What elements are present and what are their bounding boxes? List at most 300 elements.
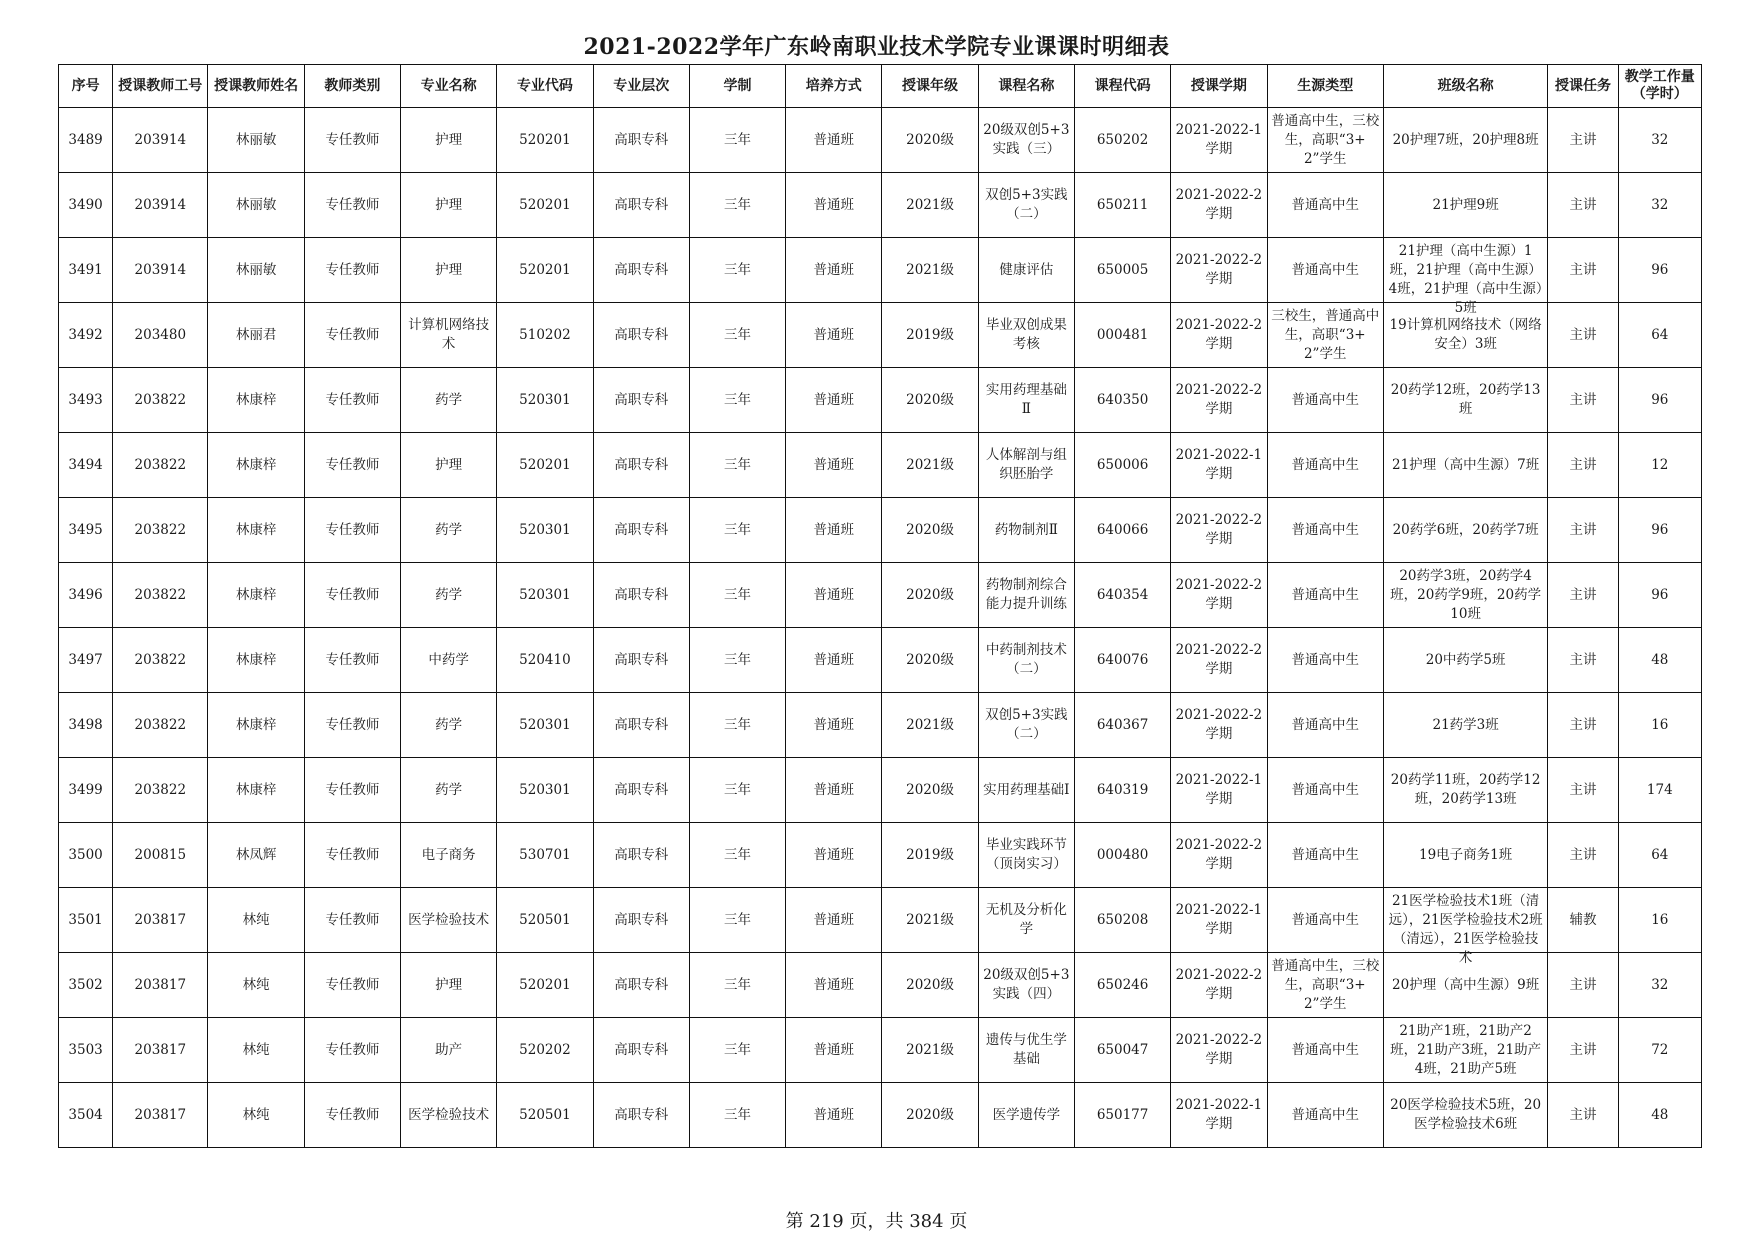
cell-text: 高职专科 [614, 261, 669, 278]
cell-text: 16 [1651, 716, 1669, 733]
table-cell [978, 693, 1074, 758]
table-cell [593, 238, 689, 303]
header-cell: 授课学期 [1171, 65, 1267, 108]
cell-text: 林康梓 [235, 586, 277, 603]
cell-text: 3493 [68, 391, 103, 408]
cell-text: 三校生，普通高中生，高职“3+2”学生 [1271, 307, 1380, 362]
cell-text: 林纯 [242, 1106, 270, 1123]
cell-text: 203817 [134, 911, 187, 928]
cell-text: 普通高中生 [1291, 781, 1359, 798]
cell-text: 640354 [1096, 586, 1149, 603]
cell-text: 主讲 [1569, 651, 1597, 668]
cell-text: 三年 [723, 1106, 751, 1123]
table-cell [593, 693, 689, 758]
cell-text: 2019级 [906, 846, 954, 863]
table-cell [1267, 498, 1383, 563]
table-cell [401, 1083, 497, 1148]
cell-text: 主讲 [1569, 586, 1597, 603]
cell-text: 三年 [723, 716, 751, 733]
table-row [59, 953, 1702, 1018]
table-cell [1618, 108, 1701, 173]
cell-text: 32 [1651, 196, 1669, 213]
table-cell [689, 823, 785, 888]
table-cell [401, 758, 497, 823]
cell-text: 高职专科 [614, 326, 669, 343]
table-cell [1383, 563, 1548, 628]
page-title: 2021-2022学年广东岭南职业技术学院专业课课时明细表 [583, 34, 1170, 60]
cell-text: 3498 [68, 716, 103, 733]
cell-text: 高职专科 [614, 976, 669, 993]
table-cell [786, 563, 882, 628]
cell-text: 20级双创5+3实践（三） [983, 122, 1070, 157]
cell-text: 520301 [519, 586, 571, 603]
table-cell [882, 498, 978, 563]
table-cell [593, 888, 689, 953]
table-cell [1074, 433, 1170, 498]
table-cell [1171, 953, 1267, 1018]
table-cell [882, 758, 978, 823]
cell-text: 20护理（高中生源）9班 [1391, 976, 1540, 993]
table-cell [401, 173, 497, 238]
cell-text: 3503 [68, 1041, 103, 1058]
table-cell [208, 303, 304, 368]
cell-text: 530701 [519, 846, 571, 863]
table-row [59, 108, 1702, 173]
table-cell [59, 1083, 113, 1148]
cell-text: 药学 [435, 521, 463, 538]
table-cell [497, 563, 593, 628]
cell-text: 三年 [723, 261, 751, 278]
table-cell [497, 433, 593, 498]
table-cell [1267, 108, 1383, 173]
cell-text: 2021级 [906, 261, 954, 278]
cell-text: 三年 [723, 391, 751, 408]
table-cell [1074, 108, 1170, 173]
cell-text: 普通班 [813, 716, 855, 733]
cell-text: 2021-2022-1学期 [1175, 902, 1263, 937]
table-cell [1267, 953, 1383, 1018]
table-cell [593, 173, 689, 238]
cell-text: 专任教师 [325, 196, 380, 213]
table-cell [401, 433, 497, 498]
table-cell [497, 173, 593, 238]
table-cell [208, 238, 304, 303]
table-cell [401, 303, 497, 368]
table-cell [689, 1083, 785, 1148]
header-cell: 教师类别 [304, 65, 400, 108]
table-row [59, 498, 1702, 563]
header-cell: 班级名称 [1383, 65, 1548, 108]
cell-text: 林康梓 [235, 781, 277, 798]
table-cell [208, 173, 304, 238]
table-cell [882, 173, 978, 238]
cell-text: 64 [1651, 326, 1669, 343]
cell-text: 三年 [723, 911, 751, 928]
cell-text: 203914 [134, 196, 187, 213]
table-cell [1383, 628, 1548, 693]
table-cell [1548, 563, 1618, 628]
cell-text: 专任教师 [325, 781, 380, 798]
cell-text: 203914 [134, 261, 187, 278]
table-cell [113, 628, 208, 693]
cell-text: 2021-2022-1学期 [1175, 447, 1263, 482]
cell-text: 19电子商务1班 [1418, 846, 1513, 863]
table-cell [882, 238, 978, 303]
header-cell: 授课年级 [882, 65, 978, 108]
cell-text: 3496 [68, 586, 103, 603]
table-cell [208, 368, 304, 433]
table-cell [113, 823, 208, 888]
table-cell [786, 368, 882, 433]
table-row [59, 563, 1702, 628]
table-cell [1383, 1083, 1548, 1148]
cell-text: 医学检验技术 [408, 911, 490, 928]
table-cell [1618, 953, 1701, 1018]
table-cell [882, 628, 978, 693]
table-cell [1618, 823, 1701, 888]
cell-text: 520201 [519, 131, 571, 148]
table-cell [786, 303, 882, 368]
cell-text: 高职专科 [614, 1106, 669, 1123]
cell-text: 3502 [68, 976, 103, 993]
cell-text: 主讲 [1569, 781, 1597, 798]
table-cell [1383, 693, 1548, 758]
table-cell [1074, 1018, 1170, 1083]
cell-text: 健康评估 [999, 261, 1054, 278]
table-cell [1548, 108, 1618, 173]
table-cell [689, 628, 785, 693]
cell-text: 遗传与优生学基础 [985, 1032, 1067, 1067]
footer-suffix: 页 [949, 1211, 968, 1232]
cell-text: 主讲 [1569, 326, 1597, 343]
cell-text: 高职专科 [614, 846, 669, 863]
cell-text: 3504 [68, 1106, 103, 1123]
cell-text: 2021-2022-2学期 [1175, 382, 1263, 417]
table-cell [59, 108, 113, 173]
cell-text: 林康梓 [235, 391, 277, 408]
cell-text: 普通高中生 [1291, 521, 1359, 538]
table-cell [882, 888, 978, 953]
cell-text: 520201 [519, 196, 571, 213]
table-cell [786, 823, 882, 888]
table-cell [1074, 498, 1170, 563]
table-cell [1267, 888, 1383, 953]
cell-text: 林丽敏 [235, 131, 277, 148]
cell-text: 药学 [435, 391, 463, 408]
cell-text: 520301 [519, 716, 571, 733]
table-cell [59, 953, 113, 1018]
table-cell [1267, 1083, 1383, 1148]
table-cell [689, 563, 785, 628]
table-cell [1267, 238, 1383, 303]
cell-text: 林纯 [242, 1041, 270, 1058]
cell-text: 520410 [519, 651, 571, 668]
course-hours-table [58, 64, 1702, 1148]
cell-text: 48 [1651, 651, 1669, 668]
table-cell [978, 303, 1074, 368]
table-cell [59, 498, 113, 563]
cell-text: 计算机网络技术 [408, 317, 490, 352]
cell-text: 林康梓 [235, 521, 277, 538]
table-cell [1548, 628, 1618, 693]
cell-text: 普通高中生 [1291, 1041, 1359, 1058]
cell-text: 药物制剂综合能力提升训练 [985, 577, 1067, 612]
cell-text: 主讲 [1569, 521, 1597, 538]
table-cell [113, 498, 208, 563]
table-cell [1618, 173, 1701, 238]
table-cell [786, 433, 882, 498]
cell-text: 2021-2022-1学期 [1175, 122, 1263, 157]
cell-text: 三年 [723, 846, 751, 863]
table-cell [1074, 888, 1170, 953]
cell-text: 3499 [68, 781, 103, 798]
table-cell [1171, 693, 1267, 758]
table-row [59, 628, 1702, 693]
cell-text: 510202 [519, 326, 571, 343]
cell-text: 2021-2022-2学期 [1175, 1032, 1263, 1067]
cell-text: 2021-2022-2学期 [1175, 252, 1263, 287]
table-cell [882, 953, 978, 1018]
table-cell [1171, 433, 1267, 498]
cell-text: 林康梓 [235, 456, 277, 473]
cell-text: 普通班 [813, 586, 855, 603]
cell-text: 专任教师 [325, 456, 380, 473]
table-cell [304, 758, 400, 823]
cell-text: 高职专科 [614, 586, 669, 603]
table-cell [882, 303, 978, 368]
table-cell [1074, 563, 1170, 628]
cell-text: 203817 [134, 976, 187, 993]
table-cell [689, 433, 785, 498]
header-cell: 培养方式 [786, 65, 882, 108]
cell-text: 12 [1651, 456, 1669, 473]
table-cell [1383, 888, 1548, 966]
table-cell [1171, 1018, 1267, 1083]
table-cell [497, 823, 593, 888]
cell-text: 专任教师 [325, 911, 380, 928]
cell-text: 普通高中生 [1291, 196, 1359, 213]
header-cell: 教学工作量（学时） [1618, 65, 1701, 108]
table-cell [304, 1083, 400, 1148]
table-cell [113, 173, 208, 238]
cell-text: 普通班 [813, 456, 855, 473]
table-cell [401, 693, 497, 758]
table-row [59, 823, 1702, 888]
cell-text: 520501 [519, 911, 571, 928]
table-cell [1074, 368, 1170, 433]
table-cell [304, 238, 400, 303]
table-cell [304, 368, 400, 433]
cell-text: 20护理7班，20护理8班 [1392, 131, 1539, 148]
cell-text: 高职专科 [614, 521, 669, 538]
cell-text: 林丽君 [235, 326, 277, 343]
table-cell [978, 108, 1074, 173]
table-row [59, 368, 1702, 433]
table-cell [1171, 823, 1267, 888]
table-cell [208, 108, 304, 173]
cell-text: 三年 [723, 521, 751, 538]
cell-text: 19计算机网络技术（网络安全）3班 [1389, 317, 1542, 352]
table-cell [1618, 628, 1701, 693]
table-cell [59, 173, 113, 238]
table-cell [1548, 173, 1618, 238]
table-cell [1548, 433, 1618, 498]
cell-text: 林康梓 [235, 716, 277, 733]
cell-text: 650047 [1096, 1041, 1149, 1058]
table-cell [497, 758, 593, 823]
cell-text: 32 [1651, 131, 1669, 148]
table-cell [304, 173, 400, 238]
table-cell [1074, 693, 1170, 758]
table-cell [59, 693, 113, 758]
table-cell [1074, 758, 1170, 823]
table-cell [978, 628, 1074, 693]
cell-text: 203822 [134, 586, 187, 603]
cell-text: 21医学检验技术1班（清远），21医学检验技术2班（清远），21医学检验技术 [1388, 892, 1543, 966]
cell-text: 3492 [68, 326, 103, 343]
table-cell [689, 693, 785, 758]
table-cell [401, 108, 497, 173]
cell-text: 2021-2022-2学期 [1175, 317, 1263, 352]
cell-text: 三年 [723, 326, 751, 343]
table-cell [593, 1083, 689, 1148]
cell-text: 20中药学5班 [1425, 651, 1506, 668]
table-cell [1548, 368, 1618, 433]
page-footer [0, 1207, 1753, 1233]
cell-text: 毕业双创成果考核 [985, 317, 1067, 352]
table-cell [689, 173, 785, 238]
table-cell [1618, 368, 1701, 433]
cell-text: 药物制剂Ⅱ [994, 521, 1058, 538]
cell-text: 普通高中生 [1291, 261, 1359, 278]
cell-text: 实用药理基础Ⅰ [983, 781, 1070, 798]
cell-text: 32 [1651, 976, 1669, 993]
table-cell [1171, 1083, 1267, 1148]
table-cell [59, 238, 113, 303]
table-cell [1618, 1018, 1701, 1083]
cell-text: 2021级 [906, 196, 954, 213]
table-cell [401, 368, 497, 433]
cell-text: 医学检验技术 [408, 1106, 490, 1123]
table-cell [304, 108, 400, 173]
cell-text: 203914 [134, 131, 187, 148]
cell-text: 护理 [435, 131, 463, 148]
cell-text: 主讲 [1569, 261, 1597, 278]
table-cell [1618, 433, 1701, 498]
table-cell [304, 693, 400, 758]
table-cell [208, 1083, 304, 1148]
table-cell [113, 433, 208, 498]
cell-text: 203822 [134, 781, 187, 798]
cell-text: 主讲 [1569, 391, 1597, 408]
table-cell [593, 108, 689, 173]
table-cell [401, 238, 497, 303]
table-cell [401, 1018, 497, 1083]
cell-text: 护理 [435, 456, 463, 473]
header-cell: 授课教师工号 [113, 65, 208, 108]
table-cell [1548, 238, 1618, 303]
table-row [59, 238, 1702, 303]
table-cell [689, 238, 785, 303]
table-row [59, 1018, 1702, 1083]
cell-text: 640076 [1096, 651, 1149, 668]
table-cell [1171, 238, 1267, 303]
table-cell [689, 888, 785, 953]
table-cell [593, 953, 689, 1018]
table-cell [978, 433, 1074, 498]
cell-text: 174 [1646, 781, 1673, 798]
cell-text: 普通高中生 [1291, 586, 1359, 603]
cell-text: 高职专科 [614, 911, 669, 928]
cell-text: 普通班 [813, 391, 855, 408]
cell-text: 2020级 [906, 781, 954, 798]
table-cell [978, 823, 1074, 888]
cell-text: 48 [1651, 1106, 1669, 1123]
cell-text: 640066 [1096, 521, 1149, 538]
table-cell [978, 1018, 1074, 1083]
table-cell [1548, 1018, 1618, 1083]
cell-text: 普通高中生 [1291, 651, 1359, 668]
table-cell [689, 303, 785, 368]
cell-text: 96 [1651, 391, 1669, 408]
table-cell [113, 693, 208, 758]
table-row [59, 888, 1702, 953]
table-cell [401, 888, 497, 953]
footer-total-pages: 384 [909, 1211, 944, 1232]
cell-text: 2020级 [906, 131, 954, 148]
cell-text: 3497 [68, 651, 103, 668]
cell-text: 三年 [723, 196, 751, 213]
cell-text: 主讲 [1569, 456, 1597, 473]
cell-text: 20药学11班，20药学12班，20药学13班 [1390, 772, 1541, 807]
table-cell [208, 823, 304, 888]
cell-text: 高职专科 [614, 651, 669, 668]
table-cell [304, 563, 400, 628]
table-cell [497, 953, 593, 1018]
table-cell [1267, 173, 1383, 238]
table-cell [1267, 628, 1383, 693]
table-cell [1171, 758, 1267, 823]
cell-text: 3495 [68, 521, 103, 538]
table-cell [1171, 368, 1267, 433]
table-cell [1618, 563, 1701, 628]
cell-text: 2020级 [906, 521, 954, 538]
table-cell [882, 563, 978, 628]
table-cell [1171, 303, 1267, 368]
cell-text: 普通高中生 [1291, 716, 1359, 733]
cell-text: 21助产1班，21助产2班，21助产3班，21助产4班，21助产5班 [1390, 1022, 1542, 1077]
table-cell [978, 563, 1074, 628]
cell-text: 520201 [519, 456, 571, 473]
table-cell [1074, 823, 1170, 888]
table-cell [1171, 498, 1267, 563]
cell-text: 普通班 [813, 326, 855, 343]
cell-text: 三年 [723, 1041, 751, 1058]
table-cell [1383, 433, 1548, 498]
cell-text: 实用药理基础Ⅱ [985, 382, 1067, 417]
header-cell: 授课任务 [1548, 65, 1618, 108]
cell-text: 专任教师 [325, 976, 380, 993]
cell-text: 普通班 [813, 131, 855, 148]
header-cell: 专业层次 [593, 65, 689, 108]
cell-text: 200815 [134, 846, 187, 863]
cell-text: 3501 [68, 911, 103, 928]
cell-text: 专任教师 [325, 846, 380, 863]
cell-text: 主讲 [1569, 1106, 1597, 1123]
table-cell [497, 888, 593, 953]
table-cell [401, 563, 497, 628]
cell-text: 203480 [134, 326, 187, 343]
